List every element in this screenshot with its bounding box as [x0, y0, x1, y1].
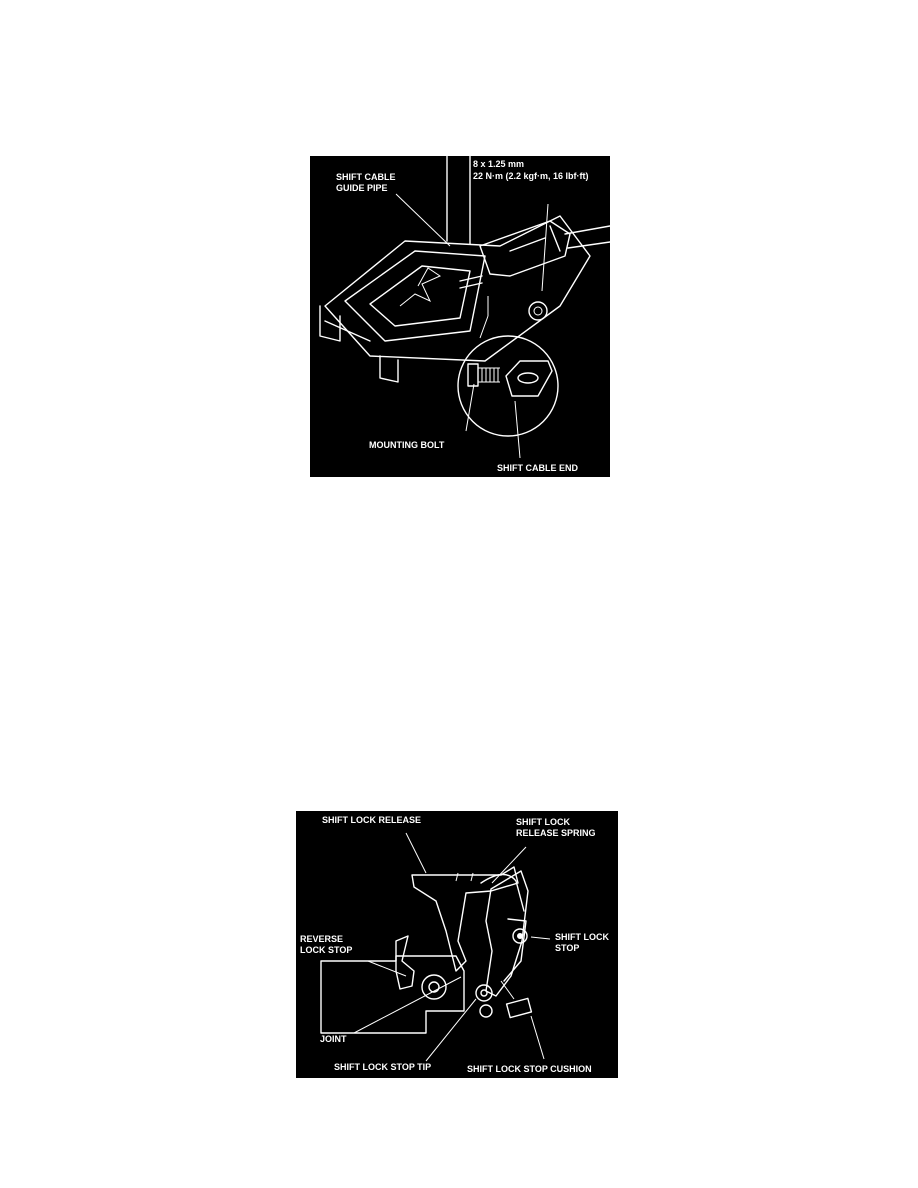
bolt-size-spec: 8 x 1.25 mm — [473, 159, 525, 169]
shift-lock-stop-label-line1: SHIFT LOCK — [555, 932, 609, 942]
shift-lever-shaft — [447, 156, 470, 244]
guide-pipe-label-line2: GUIDE PIPE — [336, 183, 388, 193]
cable-end-label: SHIFT CABLE END — [497, 463, 578, 473]
release-spring-label-line1: SHIFT LOCK — [516, 817, 570, 827]
mounting-bolt-label: MOUNTING BOLT — [369, 440, 445, 450]
shift-lock-diagram — [296, 811, 618, 1078]
shift-cable-illustration — [310, 156, 610, 477]
joint-label: JOINT — [320, 1034, 347, 1044]
shift-lock-release-label: SHIFT LOCK RELEASE — [322, 815, 422, 825]
release-spring-label-line2: RELEASE SPRING — [516, 828, 596, 838]
reverse-lock-stop-label-line2: LOCK STOP — [300, 945, 353, 955]
shift-lock-stop-cushion-label: SHIFT LOCK STOP CUSHION — [467, 1064, 592, 1074]
shift-cable — [565, 226, 610, 248]
nut — [529, 302, 547, 320]
torque-spec: 22 N·m (2.2 kgf·m, 16 lbf·ft) — [473, 171, 589, 181]
shift-lock-stop-label-line2: STOP — [555, 943, 580, 953]
shift-lock-stop-tip-label: SHIFT LOCK STOP TIP — [334, 1062, 432, 1072]
shift-cable-diagram — [310, 156, 610, 477]
reverse-lock-stop — [396, 936, 414, 989]
guide-pipe-label-line1: SHIFT CABLE — [336, 172, 396, 182]
reverse-lock-stop-label-line1: REVERSE — [300, 934, 344, 944]
cable-bracket — [480, 221, 570, 276]
shift-lock-stop-cushion — [507, 998, 532, 1017]
